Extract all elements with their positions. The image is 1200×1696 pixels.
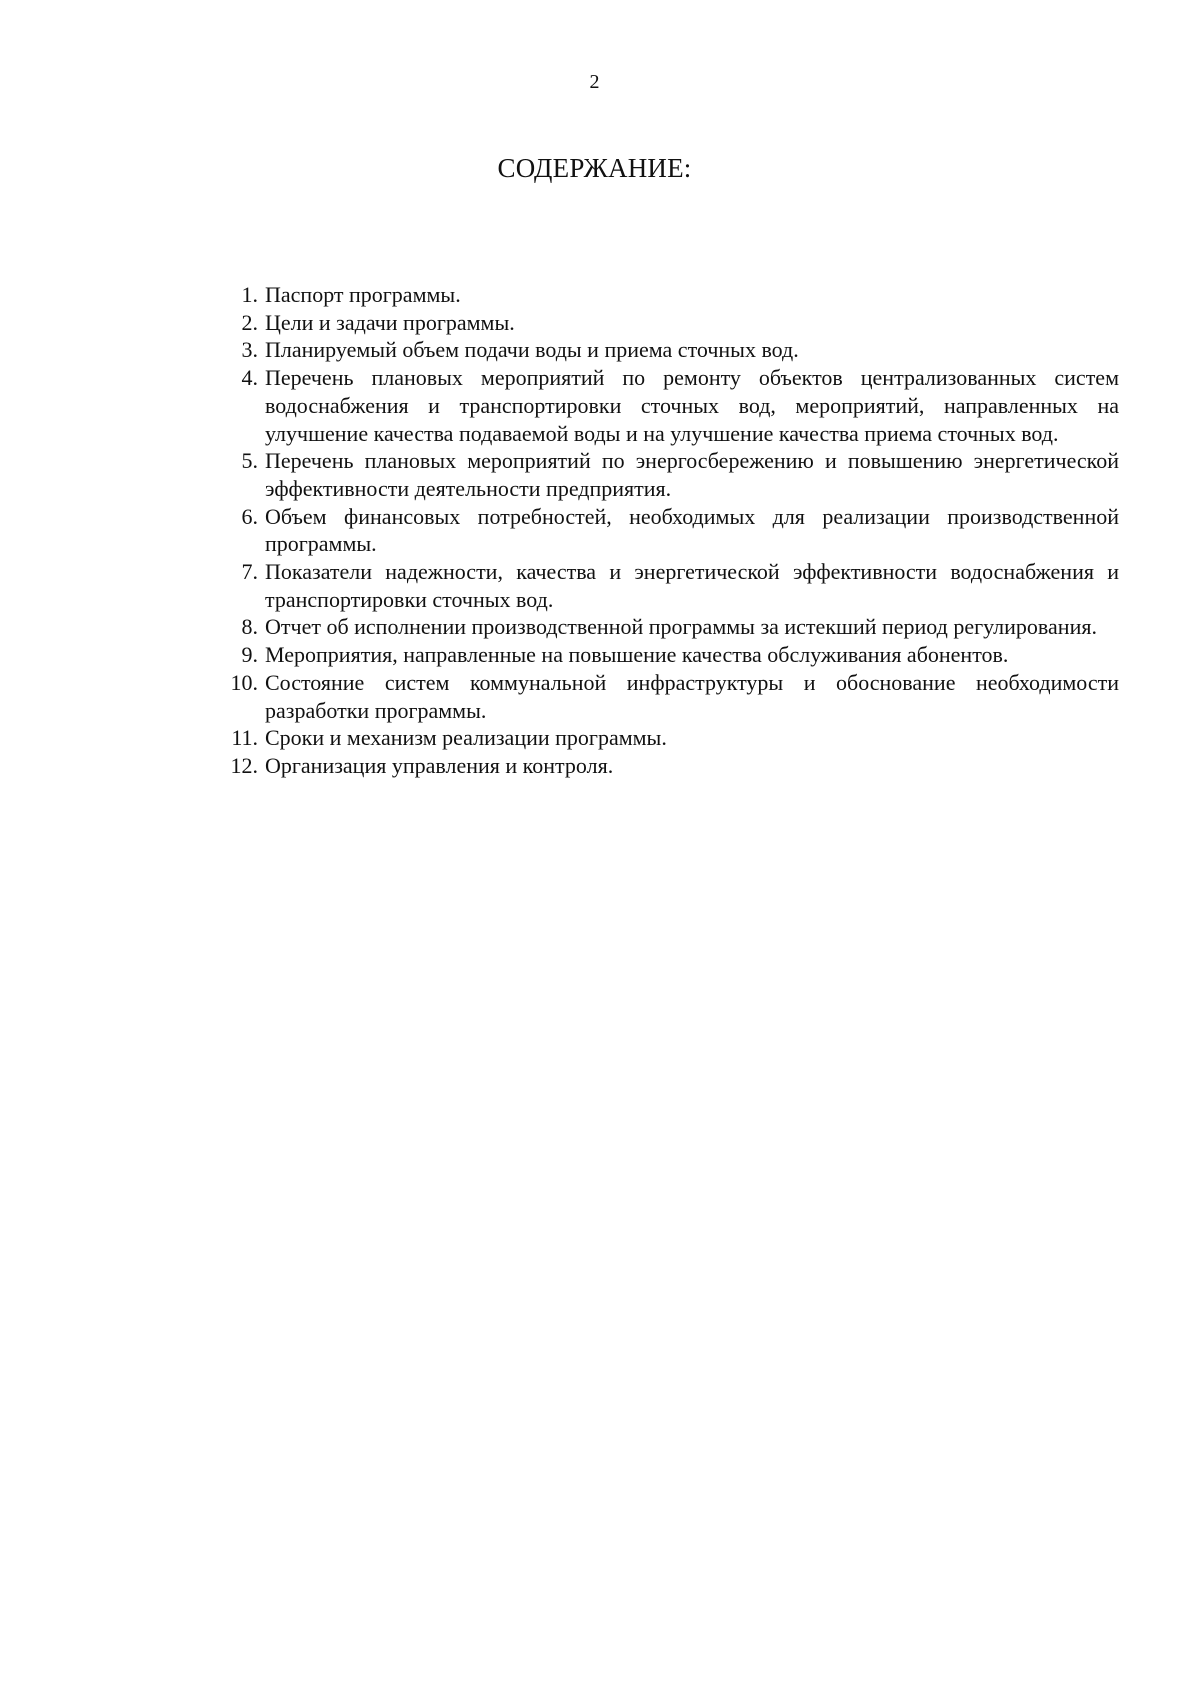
toc-item-text: Паспорт программы. [265, 282, 461, 307]
toc-item-1 [210, 281, 1119, 309]
toc-item-8 [210, 613, 1119, 641]
page-title: СОДЕРЖАНИЕ: [497, 153, 692, 183]
table-of-contents [210, 281, 1119, 780]
toc-item-text: Планируемый объем подачи воды и приема сточных вод. [265, 337, 799, 363]
toc-item-number: 11. [231, 725, 258, 751]
toc-item-9 [210, 641, 1119, 669]
toc-item-text: Перечень плановых мероприятий по ремонту объектов централизованных систем водоснабжения и транспортировки сточных вод, мероприятий, направленных на улучшение качества подаваемой воды и на улучшение качества приема сточных вод. [265, 365, 1119, 446]
toc-item-text: Цели и задачи программы. [265, 309, 515, 335]
toc-item-4 [210, 364, 1119, 447]
toc-item-number: 7. [241, 559, 258, 585]
toc-item-number: 3. [241, 337, 258, 363]
toc-item-text: Организация управления и контроля. [265, 752, 614, 778]
toc-item-number: 9. [241, 642, 258, 668]
toc-item-text: Состояние систем коммунальной инфраструктуры и обоснование необходимости разработки программы. [265, 669, 1119, 723]
toc-item-text: Отчет об исполнении производственной программы за истекший период регулирования. [265, 614, 1097, 640]
toc-item-5 [210, 447, 1119, 502]
toc-item-text: Мероприятия, направленные на повышение качества обслуживания абонентов. [265, 642, 1009, 668]
toc-item-number: 12. [230, 752, 258, 778]
toc-item-text: Объем финансовых потребностей, необходимых для реализации производственной программы. [265, 503, 1119, 557]
toc-item-number: 5. [241, 448, 258, 474]
toc-item-number: 8. [241, 614, 258, 640]
toc-item-number: 4. [241, 365, 258, 391]
toc-item-number: 1. [241, 282, 258, 307]
toc-item-3 [210, 336, 1119, 364]
toc-item-10 [210, 669, 1119, 724]
toc-item-11 [210, 724, 1119, 752]
toc-item-number: 10. [230, 669, 258, 695]
toc-item-text: Сроки и механизм реализации программы. [265, 725, 667, 751]
toc-item-2 [210, 309, 1119, 337]
toc-item-12 [210, 752, 1119, 780]
page-number: 2 [589, 71, 600, 93]
toc-item-text: Показатели надежности, качества и энергетической эффективности водоснабжения и транспортировки сточных вод. [265, 559, 1119, 612]
toc-item-text: Перечень плановых мероприятий по энергосбережению и повышению энергетической эффективности деятельности предприятия. [265, 448, 1119, 501]
toc-item-number: 6. [241, 503, 258, 529]
toc-item-6 [210, 503, 1119, 558]
toc-item-7 [210, 558, 1119, 613]
toc-item-number: 2. [241, 309, 258, 335]
